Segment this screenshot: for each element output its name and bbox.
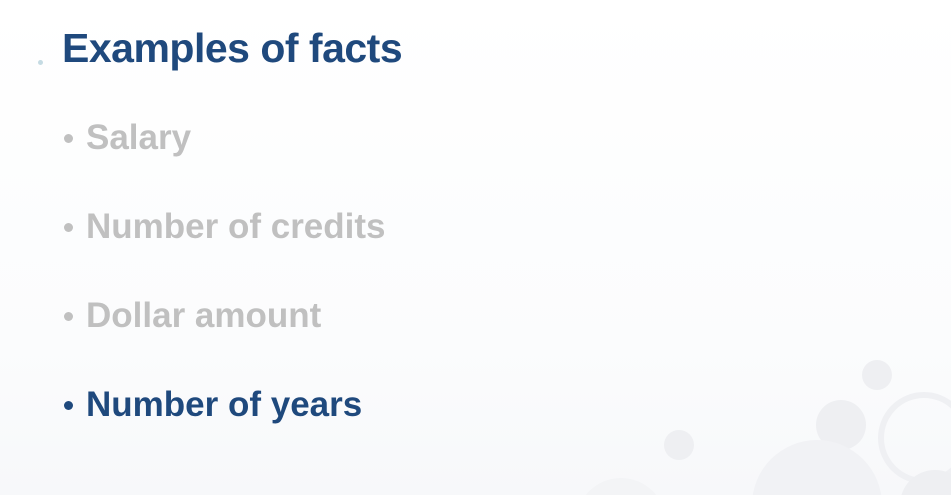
slide-title: Examples of facts bbox=[62, 25, 403, 71]
bullet-dot-icon bbox=[64, 312, 73, 321]
bullet-dot-icon bbox=[64, 401, 73, 410]
bullet-item-dollar-amount bbox=[64, 294, 386, 338]
bullet-list bbox=[64, 116, 386, 472]
decorative-circle bbox=[752, 440, 882, 495]
bullet-item-salary bbox=[64, 116, 386, 160]
decorative-circle bbox=[862, 360, 892, 390]
decorative-circle bbox=[664, 430, 694, 460]
bullet-item-number-of-credits bbox=[64, 205, 386, 249]
bullet-dot-icon bbox=[64, 223, 73, 232]
bullet-label: Salary bbox=[86, 118, 192, 157]
bullet-label: Dollar amount bbox=[86, 296, 322, 335]
bullet-item-number-of-years bbox=[64, 383, 386, 427]
decorative-dot bbox=[38, 60, 43, 65]
bullet-dot-icon bbox=[64, 134, 73, 143]
bullet-label: Number of credits bbox=[86, 207, 386, 246]
decorative-circle bbox=[576, 478, 666, 495]
bullet-label: Number of years bbox=[86, 385, 363, 424]
